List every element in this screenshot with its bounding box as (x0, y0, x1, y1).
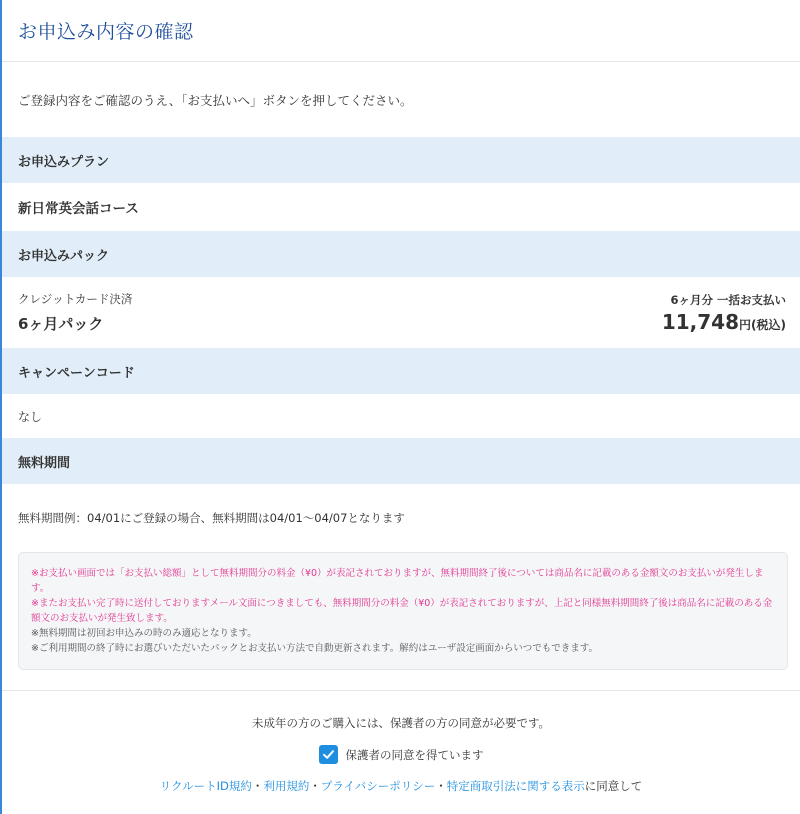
consent-section (2, 691, 800, 794)
terms-of-use-link[interactable]: 利用規約 (263, 779, 310, 793)
notes-box (18, 552, 788, 670)
commerce-law-link[interactable]: 特定商取引法に関する表示 (446, 779, 585, 793)
pack-row (2, 277, 800, 348)
note-item: ※またお支払い完了時に送付しておりますメール文面につきましても、無料期間分の料金（¥0）が表記されておりますが、上記と同様無料期間終了後は商品名に記載のある金額文のお支払いが発生致します。 (31, 598, 773, 624)
guardian-consent-checkbox[interactable] (319, 745, 338, 764)
privacy-policy-link[interactable]: プライバシーポリシー (320, 779, 436, 793)
note-item: ※無料期間は初回お申込みの時のみ適応となります。 (31, 628, 257, 639)
campaign-code-value: なし (18, 409, 43, 424)
pack-info (18, 291, 132, 334)
note-item: ※お支払い画面では「お支払い総額」として無料期間分の料金（¥0）が表記されておりますが、無料期間終了後については商品名に記載のある金額文のお支払いが発生します。 (31, 568, 764, 594)
section-heading-pack: お申込みパック (2, 231, 800, 277)
intro-text: ご登録内容をご確認のうえ、「お支払いへ」ボタンを押してください。 (18, 92, 413, 108)
pack-price-block (662, 292, 786, 334)
pack-name: 6ヶ月パック (18, 315, 104, 333)
page-title: お申込み内容の確認 (18, 21, 194, 43)
section-heading-free-period: 無料期間 (2, 438, 800, 484)
section-heading-plan: お申込みプラン (2, 137, 800, 183)
terms-agreement (2, 778, 800, 794)
pack-price: 11,748 (661, 309, 740, 334)
section-heading-campaign: キャンペーンコード (2, 348, 800, 394)
page-header (2, 0, 800, 62)
minor-consent-note: 未成年の方のご購入には、保護者の方の同意が必要です。 (251, 716, 551, 730)
payment-method: クレジットカード決済 (18, 292, 133, 306)
guardian-consent-label[interactable]: 保護者の同意を得ています (345, 747, 484, 762)
checkmark-icon (322, 748, 335, 761)
free-period-example: 無料期間例：04/01にご登録の場合、無料期間は04/01〜04/07となります (18, 511, 405, 525)
link-separator: ・ (251, 779, 264, 793)
agree-suffix: に同意して (584, 779, 643, 793)
note-item: ※ご利用期間の終了時にお選びいただいたパックとお支払い方法で自動更新されます。解約はユーザ設定画面からいつでもできます。 (31, 643, 598, 654)
price-unit: 円(税込) (739, 317, 786, 332)
link-separator: ・ (309, 779, 321, 793)
recruit-id-terms-link[interactable]: リクルートID規約 (159, 779, 252, 793)
link-separator: ・ (435, 779, 447, 793)
plan-name: 新日常英会話コース (18, 201, 139, 217)
payment-label: 6ヶ月分 一括お支払い (670, 292, 786, 307)
guardian-consent-row[interactable] (2, 745, 800, 764)
